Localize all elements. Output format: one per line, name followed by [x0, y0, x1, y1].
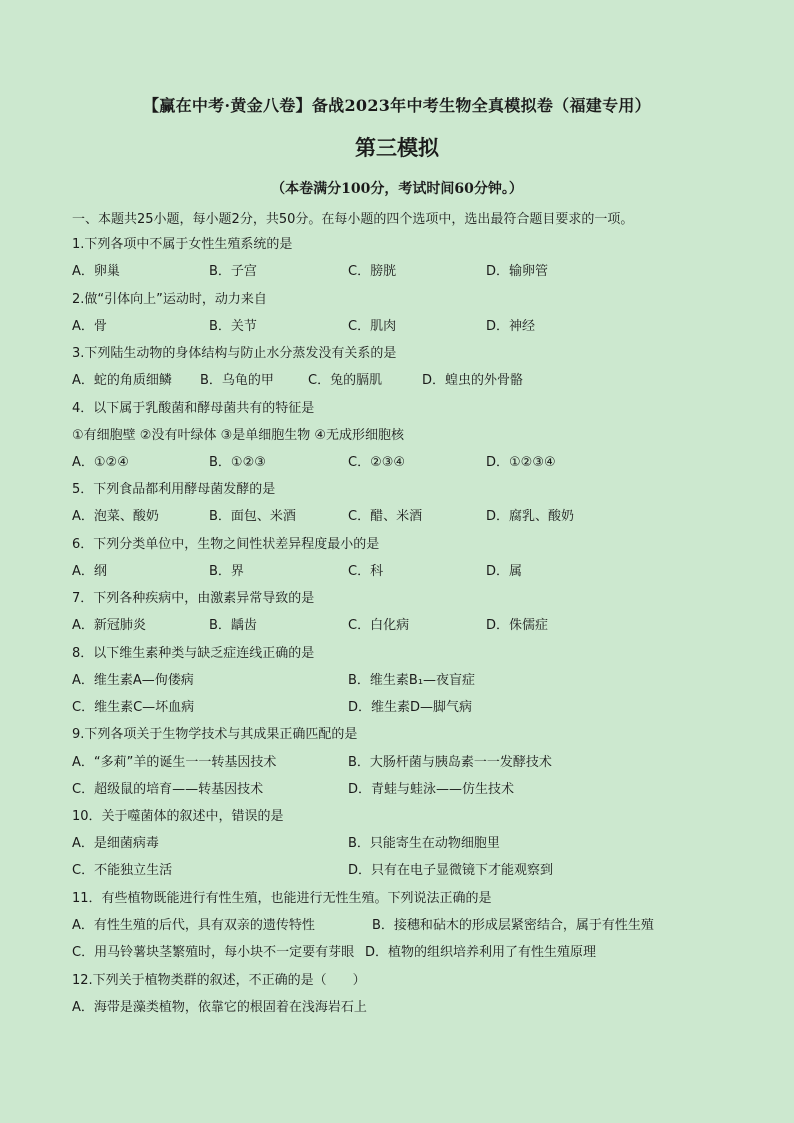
option-c: C．用马铃薯块茎繁殖时，每小块不一定要有芽眼	[72, 945, 355, 960]
option-d: D．输卵管	[486, 264, 549, 279]
question-6-stem: 6．下列分类单位中，生物之间性状差异程度最小的是	[72, 537, 380, 552]
option-a: A．是细菌病毒	[72, 836, 159, 851]
option-d: D．青蛙与蛙泳——仿生技术	[348, 782, 515, 797]
question-11-stem: 11．有些植物既能进行有性生殖，也能进行无性生殖。下列说法正确的是	[72, 891, 492, 906]
option-a: A．骨	[72, 319, 107, 334]
option-a: A．海带是藻类植物，依靠它的根固着在浅海岩石上	[72, 1000, 367, 1015]
question-8-options-row2	[72, 699, 722, 717]
option-d: D．侏儒症	[486, 618, 549, 633]
question-4-statements: ①有细胞壁 ②没有叶绿体 ③是单细胞生物 ④无成形细胞核	[72, 428, 405, 443]
option-b: B．只能寄生在动物细胞里	[348, 836, 500, 851]
option-d: D．腐乳、酸奶	[486, 509, 575, 524]
question-3-stem: 3.下列陆生动物的身体结构与防止水分蒸发没有关系的是	[72, 346, 397, 361]
option-b: B．①②③	[209, 455, 266, 470]
question-8-options-row1	[72, 672, 722, 690]
option-a: A．蛇的角质细鳞	[72, 373, 172, 388]
option-a: A．有性生殖的后代，具有双亲的遗传特性	[72, 918, 315, 933]
option-b: B．接穗和砧木的形成层紧密结合，属于有性生殖	[372, 918, 654, 933]
option-c: C．维生素C—坏血病	[72, 700, 195, 715]
page-subtitle: 第三模拟	[355, 135, 439, 160]
question-9-options-row1	[72, 754, 722, 772]
question-1-stem: 1.下列各项中不属于女性生殖系统的是	[72, 237, 293, 252]
option-b: B．界	[209, 564, 244, 579]
option-a: A．维生素A—佝偻病	[72, 673, 194, 688]
question-5-options	[72, 508, 722, 526]
question-12-options	[72, 999, 722, 1017]
question-6-options	[72, 563, 722, 581]
question-3-options	[72, 372, 722, 390]
question-10-options-row1	[72, 835, 722, 853]
option-a: A．卵巢	[72, 264, 120, 279]
question-11-options-row1	[72, 917, 722, 935]
option-d: D．只有在电子显微镜下才能观察到	[348, 863, 554, 878]
option-b: B．子宫	[209, 264, 257, 279]
option-d: D．维生素D—脚气病	[348, 700, 473, 715]
question-4-stem: 4．以下属于乳酸菌和酵母菌共有的特征是	[72, 401, 315, 416]
question-11-options-row2	[72, 944, 722, 962]
question-1-options	[72, 263, 722, 281]
option-d: D．①②③④	[486, 455, 556, 470]
option-c: C．兔的膈肌	[308, 373, 383, 388]
question-10-stem: 10．关于噬菌体的叙述中，错误的是	[72, 809, 284, 824]
option-d: D．属	[486, 564, 523, 579]
option-a: A．①②④	[72, 455, 129, 470]
option-b: B．面包、米酒	[209, 509, 296, 524]
option-b: B．龋齿	[209, 618, 257, 633]
option-a: A．纲	[72, 564, 107, 579]
option-b: B．乌龟的甲	[200, 373, 274, 388]
question-9-stem: 9.下列各项关于生物学技术与其成果正确匹配的是	[72, 727, 358, 742]
question-7-stem: 7．下列各种疾病中，由激素异常导致的是	[72, 591, 315, 606]
question-7-options	[72, 617, 722, 635]
option-b: B．关节	[209, 319, 257, 334]
option-c: C．科	[348, 564, 384, 579]
question-5-stem: 5．下列食品都利用酵母菌发酵的是	[72, 482, 276, 497]
page-title: 【赢在中考·黄金八卷】备战2023年中考生物全真模拟卷（福建专用）	[142, 96, 651, 115]
question-2-stem: 2.做“引体向上”运动时，动力来自	[72, 292, 267, 307]
section-intro: 一、本题共25小题，每小题2分，共50分。在每小题的四个选项中，选出最符合题目要求的一项。	[72, 212, 634, 227]
option-c: C．超级鼠的培育——转基因技术	[72, 782, 264, 797]
option-a: A．泡菜、酸奶	[72, 509, 159, 524]
option-c: C．肌肉	[348, 319, 397, 334]
option-d: D．神经	[486, 319, 536, 334]
option-c: C．不能独立生活	[72, 863, 173, 878]
option-c: C．膀胱	[348, 264, 397, 279]
option-b: B．维生素B₁—夜盲症	[348, 673, 476, 688]
option-c: C．②③④	[348, 455, 406, 470]
option-c: C．醋、米酒	[348, 509, 423, 524]
question-12-stem: 12.下列关于植物类群的叙述，不正确的是（ ）	[72, 973, 366, 988]
option-a: A．新冠肺炎	[72, 618, 146, 633]
option-a: A．“多莉”羊的诞生一一转基因技术	[72, 755, 277, 770]
option-d: D．蝗虫的外骨骼	[422, 373, 524, 388]
question-4-options	[72, 454, 722, 472]
question-8-stem: 8．以下维生素种类与缺乏症连线正确的是	[72, 646, 315, 661]
question-9-options-row2	[72, 781, 722, 799]
question-2-options	[72, 318, 722, 336]
question-10-options-row2	[72, 862, 722, 880]
exam-note: （本卷满分100分，考试时间60分钟。）	[271, 181, 523, 197]
option-b: B．大肠杆菌与胰岛素一一发酵技术	[348, 755, 552, 770]
option-d: D．植物的组织培养利用了有性生殖原理	[365, 945, 597, 960]
option-c: C．白化病	[348, 618, 410, 633]
